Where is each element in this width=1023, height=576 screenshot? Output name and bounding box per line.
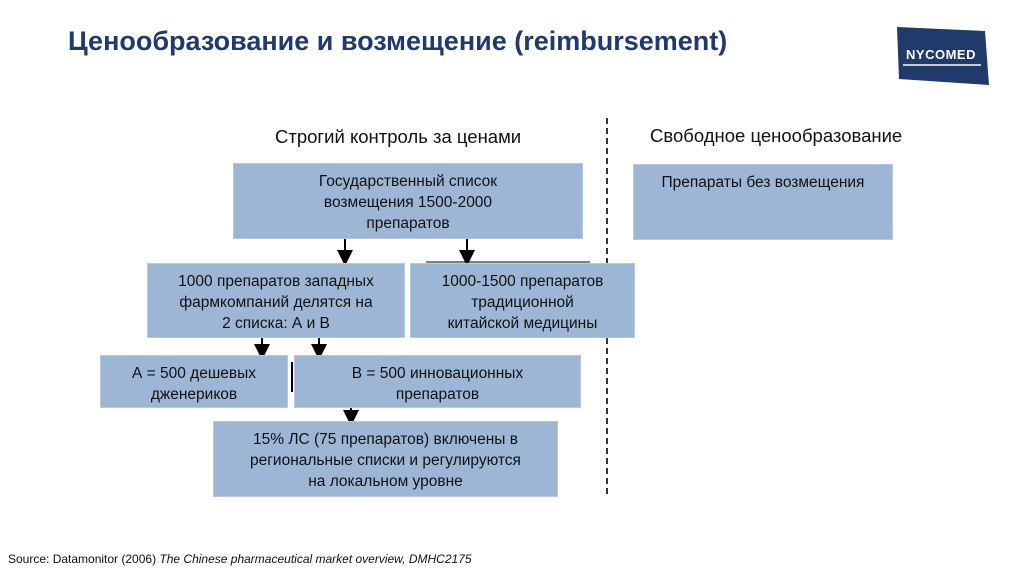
source-prefix: Source: Datamonitor (2006): [8, 552, 160, 566]
box-no-reimbursement: Препараты без возмещения: [633, 164, 893, 240]
slide-title: Ценообразование и возмещение (reimbursement): [68, 26, 728, 56]
box-western-drugs: 1000 препаратов западных фармкомпаний делятся на 2 списка: А и В: [147, 263, 405, 338]
logo-text: NYCOMED: [906, 47, 976, 62]
box-regional-lists: 15% ЛС (75 препаратов) включены в региональные списки и регулируются на локальном уровне: [213, 421, 558, 497]
heading-strict-control: Строгий контроль за ценами: [275, 126, 522, 147]
heading-free-pricing: Свободное ценообразование: [650, 125, 903, 146]
box-list-a-generics: А = 500 дешевых дженериков: [100, 355, 288, 408]
box-list-b-innovative: В = 500 инновационных препаратов: [294, 355, 581, 408]
box-tcm-drugs: 1000-1500 препаратов традиционной китайской медицины: [410, 263, 635, 338]
box-state-reimbursement-list: Государственный список возмещения 1500-2000 препаратов: [233, 163, 583, 239]
source-note: [8, 552, 472, 566]
source-title: The Chinese pharmaceutical market overview, DMHC2175: [159, 552, 472, 566]
